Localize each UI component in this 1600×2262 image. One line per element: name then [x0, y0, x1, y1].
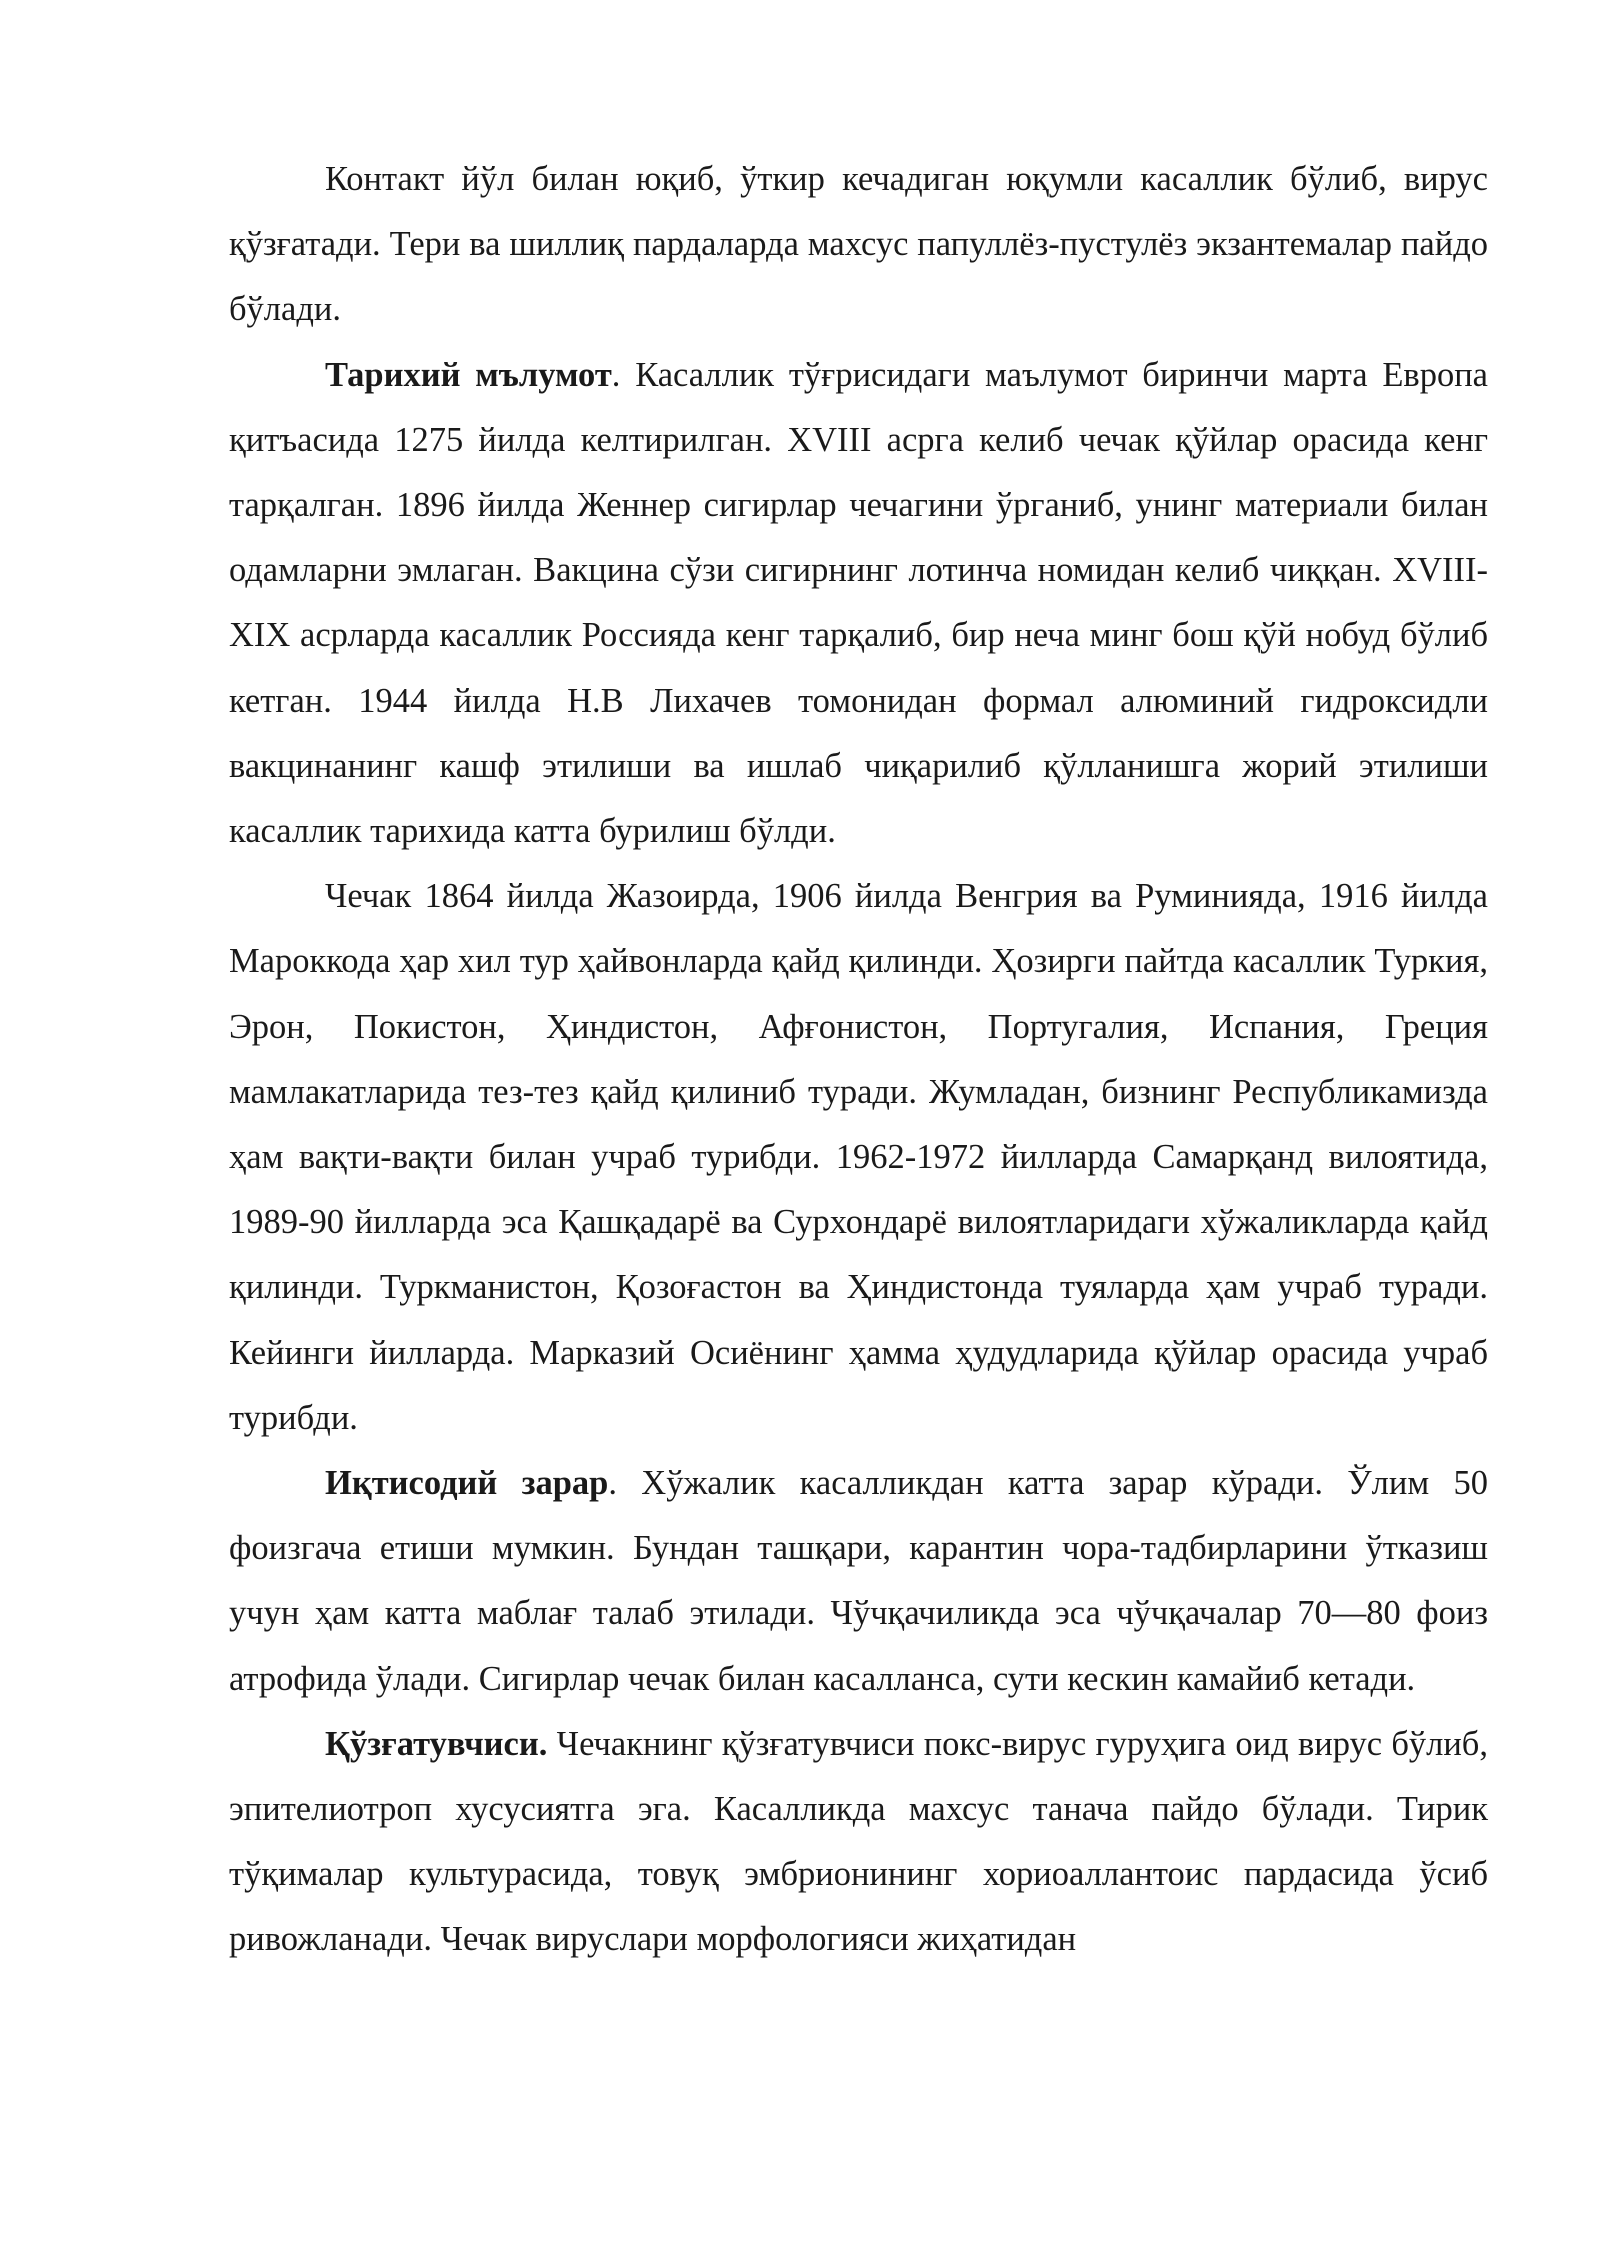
paragraph-history-heading: Тарихий мълумот [325, 355, 612, 394]
paragraph-intro-text: Контакт йўл билан юқиб, ўткир кечадиган юқумли касаллик бўлиб, вирус қўзғатади. Тери ва шиллиқ пардаларда махсус папуллёз-пустулёз экзантемалар пайдо бўлади. [229, 160, 1488, 329]
paragraph-distribution-text: Чечак 1864 йилда Жазоирда, 1906 йилда Венгрия ва Руминияда, 1916 йилда Мароккода ҳар хил тур ҳайвонларда қайд қилинди. Ҳозирги пайтда касаллик Туркия, Эрон, Покистон, Ҳиндистон, Афғонистон, Португалия, Испания, Греция мамлакатларида тез-тез қайд қилиниб туради. Жумладан, бизнинг Республикамизда ҳам вақти-вақти билан учраб турибди. 1962-1972 йилларда Самарқанд вилоятида, 1989-90 йилларда эса Қашқадарё ва Сурхондарё вилоятларидаги хўжаликларда қайд қилинди. Туркманистон, Қозоғастон ва Ҳиндистонда туяларда ҳам учраб туради. Кейинги йилларда. Марказий Осиёнинг ҳамма ҳудудларида қўйлар орасида учраб турибди. [229, 877, 1488, 1437]
paragraph-pathogen [229, 1712, 1488, 1973]
paragraph-pathogen-heading: Қўзғатувчиси. [325, 1724, 548, 1763]
paragraph-economic-damage-text: . Хўжалик касалликдан катта зарар кўради. Ўлим 50 фоизгача етиши мумкин. Бундан ташқари, карантин чора-тадбирларини ўтказиш учун ҳам катта маблағ талаб этилади. Чўчқачиликда эса чўчқачалар 70—80 фоиз атрофида ўлади. Сигирлар чечак билан касалланса, сути кескин камайиб кетади. [229, 1464, 1488, 1698]
paragraph-history-text: . Касаллик тўғрисидаги маълумот биринчи марта Европа қитъасида 1275 йилда келтирилган. XVIII асрга келиб чечак қўйлар орасида кенг тарқалган. 1896 йилда Женнер сигирлар чечагини ўрганиб, унинг материали билан одамларни эмлаган. Вакцина сўзи сигирнинг лотинча номидан келиб чиққан. XVIII-XIX асрларда касаллик Россияда кенг тарқалиб, бир неча минг бош қўй нобуд бўлиб кетган. 1944 йилда Н.В Лихачев томонидан формал алюминий гидроксидли вакцинанинг кашф этилиши ва ишлаб чиқарилиб қўлланишга жорий этилиши касаллик тарихида катта бурилиш бўлди. [229, 355, 1488, 851]
paragraph-economic-damage [229, 1451, 1488, 1712]
paragraph-intro [229, 147, 1488, 343]
paragraph-economic-damage-heading: Иқтисодий зарар [325, 1464, 609, 1503]
paragraph-distribution [229, 864, 1488, 1451]
paragraph-pathogen-text: Чечакнинг қўзғатувчиси покс-вирус гуруҳига оид вирус бўлиб, эпителиотроп хусусиятга эга. Касалликда махсус танача пайдо бўлади. Тирик тўқималар культурасида, товуқ эмбрионининг хориоаллантоис пардасида ўсиб ривожланади. Чечак вируслари морфологияси жиҳатидан [229, 1724, 1488, 1959]
paragraph-history [229, 343, 1488, 865]
document-body [229, 147, 1488, 1973]
